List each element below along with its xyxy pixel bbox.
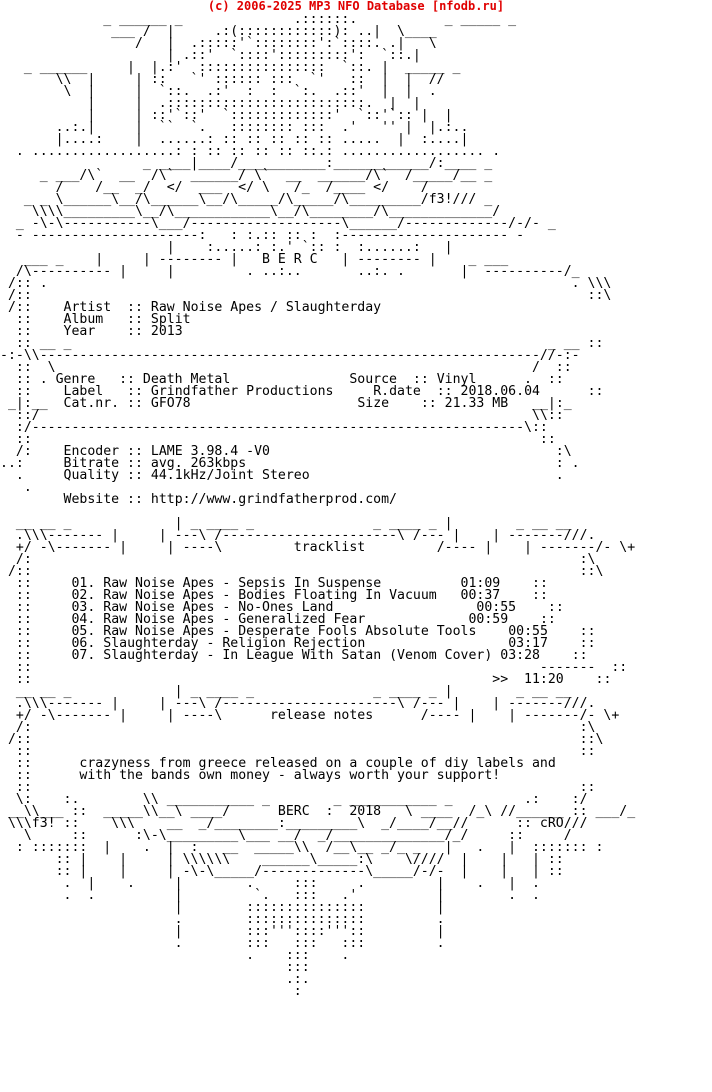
rdate-value: 2018.06.04 xyxy=(460,384,540,399)
track-no: 03. xyxy=(71,600,96,615)
track-title: Raw Noise Apes - No-Ones Land xyxy=(103,600,334,615)
album-label: Album xyxy=(63,312,104,327)
track-title: Raw Noise Apes - Desperate Fools Absolute Tools xyxy=(103,624,477,639)
encoder-value: LAME 3.98.4 -V0 xyxy=(150,444,270,459)
notes-line: crazyness from greece released on a couple of diy labels and xyxy=(79,756,556,771)
nfo-text: _ ______ _ .::::::. _ _____ _ ___ / | .:(::::::::::::): ..| \____ / | .:::::'`::::::::':`::::. .| \ | .::' `::::':::::::::': `::.| _ ______ | |.:' :::::::::::::::: `::. | _____ _ \\ | | :: `' :::::: ::: `' :: | | // \ | | `::. .:' : : `:. .::' | | . | | .:::::::::::::::::::::::::. | | | | ::'`::' `:::::::::::::' `::'`:: | | ..:.| | `` `. :::::::: ::: .' '' | |.:.. |....: | ......: :: :: :: :: :: ..... | :....| . ..................: : :: :: :: :: ::.: .................. . _ ____|____/___________:____________/:____ _ _ ___/\` __ /\` ______/ \` __ ______/\` /_____/__ _ / /__ _/ </ ___ </ \ /_ /____ </ / _ _ \______\__/\______\__/\_____/\_____/\_________/f3!/// _ \\\\_________\__/\____________\__/\________/\_____________/ _ -\-\-----------\___/-------------------\______/-------------/-/- _ - ---------------------: : :.:: :: : :--------------------- - | :.....: :.' `:: : :......: | ___ _ | | -------- | B E R C | -------- | _ ___ /\---------- | | . ..:.. ..:. . | ----------/_ /:: . . \\\ /:: ::\ /:: Artist :: Raw Noise Apes / Slaughterday :: Album :: Split :: Year :: 2013 :: __ _ _ __ :: -:-\\---------------------------------------------------------------//-:- :: \ / :: :: . Genre :: Death Metal Source :: Vinyl . :: :: Label :: Grindfather Productions R.date :: 2018.06.04 :: _|:__ Cat.nr. :: GFO78 Size :: 21.33 MB __|:_ ::/ \\:: :/--------------------------------------------------------------\:: :: :: /: Encoder :: LAME 3.98.4 -V0 :\ ..: Bitrate :: avg. 263kbps : . . Quality :: 44.1kHz/Joint Stereo . . Website :: http://www.grindfatherprod.com/ __ __ _ | _ ____ _ _ ____ _ | _ __ __ .\\\------- | | ---\ /----------------------\ /--- | | -------///. +/ -\------- | | ----\ tracklist /---- | | -------/- \+ /: :\ /:: ::\ :: 01. Raw Noise Apes - Sepsis In Suspense 01:09 :: :: 02. Raw Noise Apes - Bodies Floating In Vacuum 00:37 :: :: 03. Raw Noise Apes - No-Ones Land 00:55 :: :: 04. Raw Noise Apes - Generalized Fear 00:59 :: :: 05. Raw Noise Apes - Desperate Fools Absolute Tools 00:55 :: :: 06. Slaughterday - Religion Rejection 03:17 :: :: 07. Slaughterday - In League With Satan (Venom Cover) 03:28 :: :: ------- :: :: >> 11:20 :: __ __ _ | _ ____ _ _ ____ _ | _ __ __ .\\\------- | | ---\ /----------------------\ /--- | | -------///. +/ -\------- | | ----\ release notes /---- | | -------/- \+ /: :\ /:: ::\ :: :: :: crazyness from greece released on a couple of diy labels and :: with the bands own money - always worth your support! :: :: \: :. \\ ___________ _ _ ___________ _ .: :/ __\\___ :: _____\\__\ ____/ BERC : 2018 \ ____ /_\ //______ :: ___/_ \\\f3! :: \\\ __ _/________:_________\ _/____/__// :: cRO/// \ :: :\-\_________\___ __/ _/______________/_/ :: / : ::::::: | . | : __ _____\\ /__\__ _/_ _ | . | ::::::: : :: | | | \\\\\\ ______\_____:\ \//// | | | :: :: | | | -\-\_____/-------------\_____/-/- | | | :: . | . | . ::: . | . | . . . | `. ::: .' | . . | ::::::::::::::: | . ::::::::::::::: . | :::'''::::''':: | . ::: ::: ::: . . ::: . ::: .:. : xyxy=(0,12,636,999)
total-time: 11:20 xyxy=(524,672,564,687)
bitrate-label: Bitrate xyxy=(63,456,120,471)
track-time: 00:59 xyxy=(468,612,509,627)
footer-group: BERC xyxy=(277,804,310,819)
track-title: Slaughterday - Religion Rejection xyxy=(103,636,366,651)
tracklist-heading: tracklist xyxy=(293,540,366,555)
catnr-label: Cat.nr. xyxy=(63,396,120,411)
genre-label: Genre xyxy=(55,372,96,387)
size-label: Size xyxy=(357,396,390,411)
track-no: 04. xyxy=(71,612,96,627)
quality-label: Quality xyxy=(63,468,120,483)
track-no: 01. xyxy=(71,576,96,591)
source-label: Source xyxy=(349,372,397,387)
footer-year: 2018 xyxy=(349,804,382,819)
artist-value: Raw Noise Apes / Slaughterday xyxy=(150,300,382,315)
track-title: Raw Noise Apes - Sepsis In Suspense xyxy=(103,576,382,591)
bitrate-value: avg. 263kbps xyxy=(150,456,247,471)
catnr-value: GFO78 xyxy=(150,396,191,411)
track-no: 02. xyxy=(71,588,96,603)
track-time: 00:37 xyxy=(460,588,501,603)
label-value: Grindfather Productions xyxy=(150,384,334,399)
notes-heading: release notes xyxy=(269,708,374,723)
tag-left: f3! xyxy=(31,816,56,831)
website-label: Website xyxy=(63,492,120,507)
artist-label: Artist xyxy=(63,300,112,315)
genre-value: Death Metal xyxy=(142,372,231,387)
track-no: 05. xyxy=(71,624,96,639)
album-value: Split xyxy=(150,312,191,327)
track-title: Raw Noise Apes - Generalized Fear xyxy=(103,612,366,627)
track-time: 00:55 xyxy=(476,600,517,615)
website-value: http://www.grindfatherprod.com/ xyxy=(150,492,398,507)
track-time: 00:55 xyxy=(508,624,548,639)
size-value: 21.33 MB xyxy=(444,396,509,411)
tag-right: cRO xyxy=(539,816,564,831)
rdate-label: R.date xyxy=(373,384,421,399)
logo-ascii-art: _ ______ _ .::::::. _ _____ _ ___ / | .:(::::::::::::): ..| \____ / | .:::::'`::::::::':`::::. .| \ | .::' `::::':::::::::': `::.| _ ______ | |.:' :::::::::::::::: `::. | _____ _ \\ | | :: `' :::::: ::: `' :: | | // \ | | `::. .:' : : `:. .::' | | . | | .:::::::::::::::::::::::::. | | | | ::'`::' `:::::::::::::' `::'`:: | | ..:.| | `` `. :::::::: ::: .' '' | |.:.. |....: | ......: :: :: :: :: :: ..... | :....| . ..................: : :: :: :: :: ::.: .................. . _ ____|____/___________:____________/:____ _ _ ___/\` __ /\` ______/ \` __ ______/\` /_____/__ _ / /__ _/ </ ___ </ \ /_ /____ </ / _ _ \______\__/\______\__/\_____/\_____/\_________/f3!/// _ \\\\_________\__/\____________\__/\________/\_____________/ _ -\-\-----------\___/-------------------\______/-------------/-/- _ - ---------------------: : :.:: :: : :--------------------- - | :.....: :.' `:: : :......: | ___ _ | | -------- | B E R C | -------- | _ ___ /\---------- | | . ..:.. ..:. . | ----------/_ xyxy=(15,12,580,279)
quality-value: 44.1kHz/Joint Stereo xyxy=(150,468,310,483)
site-header: (c) 2006-2025 MP3 NFO Database [nfodb.ru] xyxy=(207,0,505,13)
track-no: 07. xyxy=(71,648,96,663)
year-value: 2013 xyxy=(150,324,183,339)
track-time: 03:17 xyxy=(508,636,548,651)
source-value: Vinyl xyxy=(436,372,477,387)
track-title: Slaughterday - In League With Satan (Venom Cover) xyxy=(103,648,493,663)
total-marker: >> xyxy=(492,672,509,687)
encoder-label: Encoder xyxy=(63,444,120,459)
label-label: Label xyxy=(63,384,104,399)
track-title: Raw Noise Apes - Bodies Floating In Vacuum xyxy=(103,588,437,603)
track-no: 06. xyxy=(71,636,96,651)
track-time: 01:09 xyxy=(460,576,501,591)
track-time: 03:28 xyxy=(500,648,540,663)
year-label: Year xyxy=(63,324,96,339)
notes-line: with the bands own money - always worth your support! xyxy=(79,768,501,783)
